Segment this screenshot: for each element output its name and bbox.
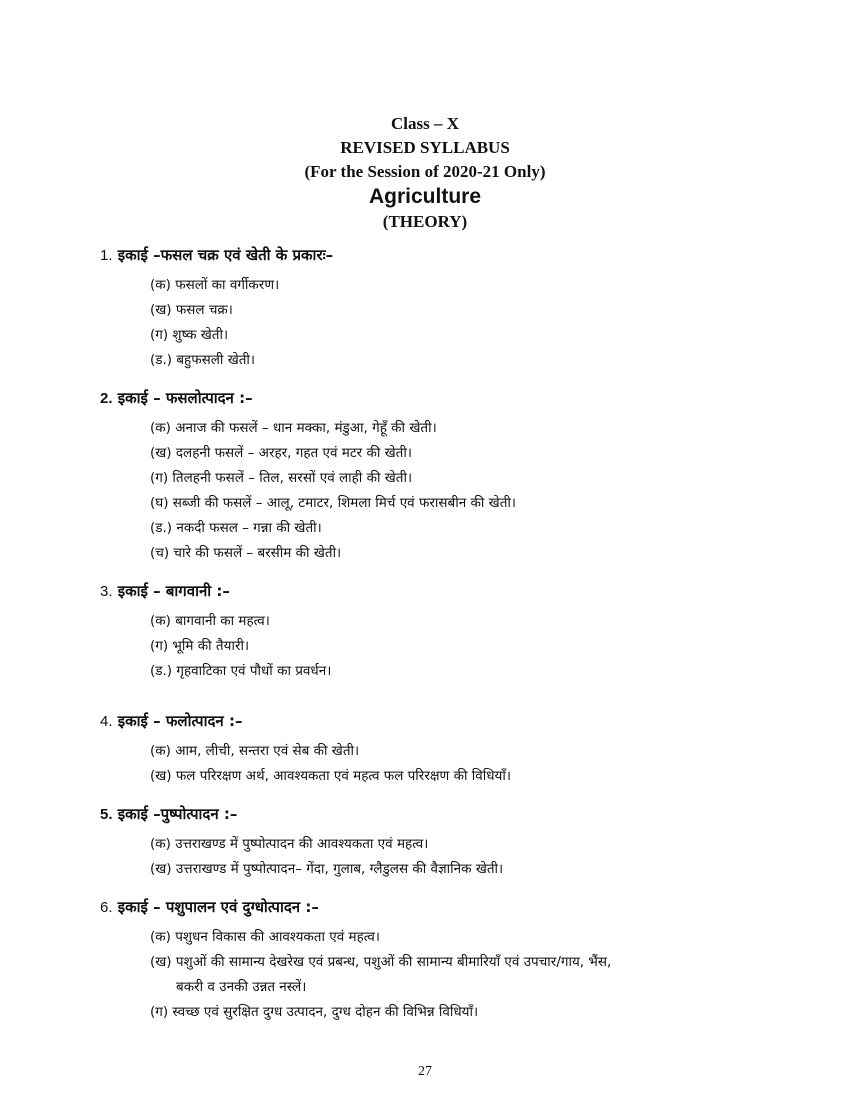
unit-4 — [100, 710, 780, 789]
list-item: (क) फसलों का वर्गीकरण। — [150, 277, 280, 293]
list-item: (क) आम, लीची, सन्तरा एवं सेब की खेती। — [150, 743, 360, 759]
list-item: (ग) भूमि की तैयारी। — [150, 638, 250, 654]
unit-title: इकाई – बागवानी :– — [117, 582, 230, 600]
unit-title: इकाई – फलोत्पादन :– — [117, 712, 243, 730]
list-item-continuation: बकरी व उनकी उन्नत नस्लें। — [176, 979, 307, 995]
unit-3 — [100, 580, 780, 684]
unit-number: 3. — [100, 583, 113, 600]
unit-number: 1. — [100, 247, 113, 264]
syllabus-units — [100, 244, 780, 1025]
document-header — [0, 112, 850, 234]
unit-items — [100, 739, 780, 789]
syllabus-heading: REVISED SYLLABUS — [340, 138, 510, 157]
list-item: (च) चारे की फसलें – बरसीम की खेती। — [150, 545, 342, 561]
unit-heading — [100, 803, 780, 826]
unit-5 — [100, 803, 780, 882]
unit-heading — [100, 896, 780, 919]
list-item: (ग) शुष्क खेती। — [150, 327, 229, 343]
unit-heading — [100, 244, 780, 267]
unit-items — [100, 273, 780, 373]
unit-heading — [100, 710, 780, 733]
list-item-text: (ख) पशुओं की सामान्य देखरेख एवं प्रबन्ध, पशुओं की सामान्य बीमारियाँ एवं उपचार/गाय, भैंस, — [150, 954, 612, 970]
list-item: (ख) फल परिरक्षण अर्थ, आवश्यकता एवं महत्व फल परिरक्षण की विधियाँ। — [150, 768, 511, 784]
unit-items — [100, 832, 780, 882]
list-item: (ड.) बहुफसली खेती। — [150, 352, 256, 368]
theory-heading: (THEORY) — [382, 212, 468, 231]
unit-title: इकाई – पशुपालन एवं दुग्धोत्पादन :– — [117, 898, 319, 916]
list-item: (क) बागवानी का महत्व। — [150, 613, 270, 629]
list-item: (घ) सब्जी की फसलें – आलू, टमाटर, शिमला मिर्च एवं फरासबीन की खेती। — [150, 495, 517, 511]
session-heading: (For the Session of 2020-21 Only) — [304, 162, 546, 181]
unit-1 — [100, 244, 780, 373]
list-item: (ग) स्वच्छ एवं सुरक्षित दुग्ध उत्पादन, दुग्ध दोहन की विभिन्न विधियाँ। — [150, 1004, 479, 1020]
list-item: (क) पशुधन विकास की आवश्यकता एवं महत्व। — [150, 929, 380, 945]
unit-2 — [100, 387, 780, 566]
list-item: (क) उत्तराखण्ड में पुष्पोत्पादन की आवश्यकता एवं महत्व। — [150, 836, 429, 852]
page-number: 27 — [418, 1064, 432, 1079]
unit-heading — [100, 580, 780, 603]
unit-items — [100, 609, 780, 684]
list-item: (ख) दलहनी फसलें – अरहर, गहत एवं मटर की खेती। — [150, 445, 412, 461]
list-item: (ड.) गृहवाटिका एवं पौधों का प्रवर्धन। — [150, 663, 332, 679]
unit-number: 4. — [100, 713, 113, 730]
list-item: (ख) फसल चक्र। — [150, 302, 233, 318]
list-item: (ग) तिलहनी फसलें – तिल, सरसों एवं लाही की खेती। — [150, 470, 413, 486]
list-item: (ड.) नकदी फसल – गन्ना की खेती। — [150, 520, 322, 536]
unit-items — [100, 925, 780, 1025]
unit-number: 2. — [100, 390, 113, 407]
list-item — [100, 950, 780, 1000]
unit-number: 5. — [100, 806, 113, 823]
unit-title: इकाई –फसल चक्र एवं खेती के प्रकारः– — [117, 246, 334, 264]
unit-items — [100, 416, 780, 566]
subject-heading: Agriculture — [368, 185, 481, 208]
list-item: (ख) उत्तराखण्ड में पुष्पोत्पादन– गेंदा, गुलाब, ग्लैडुलस की वैज्ञानिक खेती। — [150, 861, 504, 877]
unit-heading — [100, 387, 780, 410]
class-heading: Class – X — [390, 114, 459, 133]
list-item: (क) अनाज की फसलें – धान मक्का, मंडुआ, गेहूँ की खेती। — [150, 420, 437, 436]
unit-6 — [100, 896, 780, 1025]
unit-number: 6. — [100, 899, 113, 916]
unit-title: इकाई – फसलोत्पादन :– — [117, 389, 253, 407]
unit-title: इकाई –पुष्पोत्पादन :– — [117, 805, 238, 823]
